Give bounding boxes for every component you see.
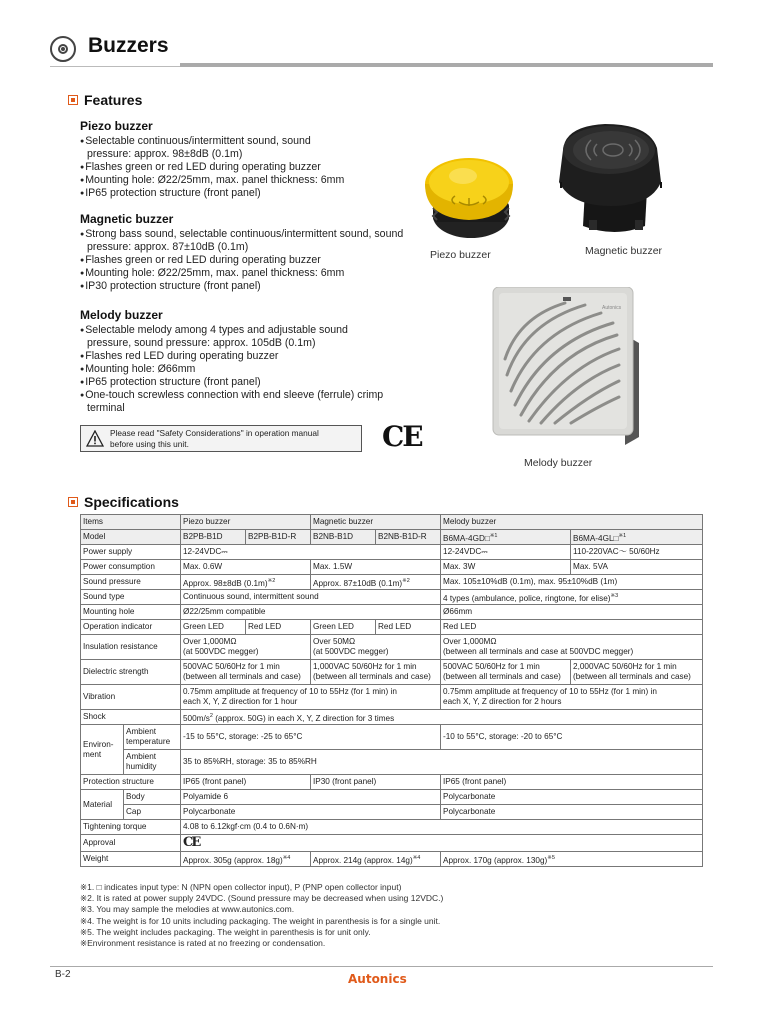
footnotes	[80, 882, 443, 949]
list-item: ● Mounting hole: Ø66mm	[80, 363, 410, 376]
table-row: Dielectric strength 500VAC 50/60Hz for 1 min (between all terminals and case) 1,000VAC 50/60Hz for 1 min (between all terminals and case) 500VAC 50/60Hz for 1 min (between all terminals and case) 2,000VAC 50/60Hz for 1 min (between all terminals and case)	[81, 660, 703, 685]
piezo-buzzer-image	[415, 148, 525, 248]
table-row: Sound type Continuous sound, intermittent sound 4 types (ambulance, police, ringtone, for elise)$^{※3}$	[81, 590, 703, 605]
magnetic-title: Magnetic buzzer	[80, 212, 174, 226]
list-item: ● IP65 protection structure (front panel)	[80, 187, 410, 200]
warning-line-2: before using this unit.	[110, 439, 189, 449]
brand-logo: Autonics	[348, 972, 407, 986]
table-row: Protection structure IP65 (front panel) IP30 (front panel) IP65 (front panel)	[81, 775, 703, 790]
magnetic-features	[80, 212, 410, 293]
section-marker-icon	[68, 497, 78, 507]
table-row: Mounting hole Ø22/25mm compatible Ø66mm	[81, 605, 703, 620]
warning-line-1: Please read "Safety Considerations" in operation manual	[110, 428, 319, 438]
list-item: ● Flashes green or red LED during operating buzzer	[80, 254, 410, 267]
table-row: Cap Polycarbonate Polycarbonate	[81, 805, 703, 820]
list-item: ● Mounting hole: Ø22/25mm, max. panel thickness: 6mm	[80, 174, 410, 187]
magnetic-caption: Magnetic buzzer	[585, 245, 663, 257]
section-marker-icon	[68, 95, 78, 105]
table-row: Items Piezo buzzer Magnetic buzzer Melody buzzer	[81, 515, 703, 530]
piezo-features	[80, 119, 410, 200]
features-title: Features	[84, 92, 143, 108]
footnote: ※3. You may sample the melodies at www.autonics.com.	[80, 904, 295, 915]
table-row: Ambient humidity 35 to 85%RH, storage: 35 to 85%RH	[81, 750, 703, 775]
melody-title: Melody buzzer	[80, 308, 163, 322]
table-row: Tightening torque 4.08 to 6.12kgf·cm (0.4 to 0.6N·m)	[81, 820, 703, 835]
list-item: ● Selectable continuous/intermittent sound, sound pressure: approx. 98±8dB (0.1m)	[80, 135, 317, 161]
list-item: ● Selectable melody among 4 types and adjustable sound pressure, sound pressure: approx. 105dB (0.1m)	[80, 324, 387, 350]
safety-warning	[80, 425, 362, 452]
footnote: ※1. □ indicates input type: N (NPN open collector input), P (PNP open collector input)	[80, 882, 402, 892]
table-row: Sound pressure Approx. 98±8dB $(0.1m)^{※2}$ Approx. 87±10dB $(0.1m)^{※2}$ Max. 105±10%dB (0.1m), max. 95±10%dB (1m)	[81, 575, 703, 590]
magnetic-buzzer-image	[545, 120, 680, 240]
warning-icon	[86, 430, 104, 447]
melody-buzzer-image	[485, 287, 645, 447]
footnote: ※4. The weight is for 10 units including packaging. The weight in parenthesis is for a single unit.	[80, 915, 441, 926]
list-item: ● Flashes red LED during operating buzzer	[80, 350, 410, 363]
footnote: ※Environment resistance is rated at no freezing or condensation.	[80, 938, 326, 949]
list-item: ● IP30 protection structure (front panel)	[80, 280, 410, 293]
spec-table	[80, 514, 703, 867]
ce-mark: CE	[382, 420, 422, 453]
table-row: Power supply 12-24VDC⎓ 12-24VDC⎓ 110-220VAC～ 50/60Hz	[81, 545, 703, 560]
table-row: Insulation resistance Over 1,000MΩ (at 500VDC megger) Over 50MΩ (at 500VDC megger) Over 1,000MΩ (between all terminals and case at 500VDC megger)	[81, 635, 703, 660]
table-row: Material Body Polyamide 6 Polycarbonate	[81, 790, 703, 805]
table-row: Approval CE	[81, 835, 703, 852]
table-row: Model B2PB-B1D B2PB-B1D-R B2NB-B1D B2NB-B1D-R B6MA-4GD□$^{※1}$ B6MA-4GL□$^{※1}$	[81, 530, 703, 545]
table-row: Environ- ment Ambient temperature -15 to 55°C, storage: -25 to 65°C -10 to 55°C, storage: -20 to 65°C	[81, 725, 703, 750]
melody-caption: Melody buzzer	[524, 457, 593, 469]
piezo-caption: Piezo buzzer	[430, 249, 491, 261]
melody-brand-label: Autonics	[602, 305, 622, 311]
list-item: ● Mounting hole: Ø22/25mm, max. panel thickness: 6mm	[80, 267, 410, 280]
table-row: Shock $500m/s^2$ (approx. 50G) in each X, Y, Z direction for 3 times	[81, 710, 703, 725]
table-row: Operation indicator Green LED Red LED Green LED Red LED Red LED	[81, 620, 703, 635]
footnote: ※2. It is rated at power supply 24VDC. (Sound pressure may be decreased when using 12VDC.)	[80, 893, 444, 904]
list-item: ● IP65 protection structure (front panel)	[80, 376, 410, 389]
table-row: Power consumption Max. 0.6W Max. 1.5W Max. 3W Max. 5VA	[81, 560, 703, 575]
page-title: Buzzers	[88, 34, 169, 57]
buzzer-icon	[50, 36, 76, 62]
table-row: Weight Approx. 305g (approx. 18g)$^{※4}$ Approx. 214g (approx. 14g)$^{※4}$ Approx. 170g (approx. 130g)$^{※5}$	[81, 852, 703, 867]
list-item: ● Strong bass sound, selectable continuous/intermittent sound, sound pressure: approx. 87±10dB (0.1m)	[80, 228, 412, 254]
specifications-title: Specifications	[84, 494, 179, 510]
footer-divider	[50, 966, 713, 967]
ce-mark: CE	[183, 834, 200, 850]
melody-features	[80, 308, 410, 415]
list-item: ● Flashes green or red LED during operating buzzer	[80, 161, 410, 174]
header-rule	[180, 63, 713, 67]
page-number: B-2	[55, 969, 71, 980]
list-item: ● One-touch screwless connection with end sleeve (ferrule) crimp terminal	[80, 389, 397, 415]
footnote: ※5. The weight includes packaging. The weight in parenthesis is for unit only.	[80, 926, 371, 937]
piezo-title: Piezo buzzer	[80, 119, 153, 133]
table-row: Vibration 0.75mm amplitude at frequency of 10 to 55Hz (for 1 min) in each X, Y, Z direction for 1 hour 0.75mm amplitude at frequency of 10 to 55Hz (for 1 min) in each X, Y, Z direction for 2 hours	[81, 685, 703, 710]
